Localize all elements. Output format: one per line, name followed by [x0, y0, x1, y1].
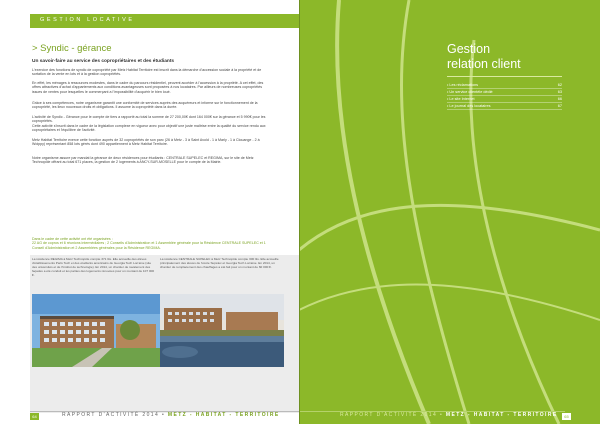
footer-right-brand: METZ - HABITAT - TERRITOIRE: [445, 412, 558, 418]
paragraph-7: Notre organisme assure par mandat la gérance de deux résidences pour étudiants : CENTRALE SUPELEC et REGIMA, sur le site de Metz Technopôle offrant au total 671 places, la gestion de 2 logements à ANCY-SUR-MOSELLE pour le compte de la Mairie.: [32, 156, 254, 165]
toc-item[interactable]: [447, 89, 562, 96]
toc-label: • Un service clientèle dédié: [447, 90, 493, 94]
page-number-left: 64: [30, 413, 39, 420]
caption-regima: La résidence REGIMA à Metz Technopôle compte 371 lits. Elle accueille des élèves d'établissements Paris Tech et des étudiants américains de Georgia Tech Lorraine (site des universités et de l'Institut de technologie). En 2014, un chantier de ravalement des façades a été conduit et les parties des logements rénovées pour un montant de 107 000 €.: [32, 257, 155, 277]
right-title-rule: [447, 76, 562, 77]
table-of-contents: [447, 82, 562, 110]
paragraph-5: Cette activité s'inscrit dans le cadre de la législation complexe en vigueur avec pour objectif une juste maîtrise entre la qualité du service rendu aux copropriétaires et l'équilibre de l'activité.: [32, 124, 266, 133]
toc-label: • Le site Internet: [447, 97, 475, 101]
right-title-line2: relation client: [447, 57, 521, 71]
paragraph-3: Grâce à ses compétences, notre organisme garantit une conformité de services auprès des acquéreurs et informe sur le fonctionnement de la copropriété, les lieux nouveaux droits et obligations. Il assume la copropriété dans la durée.: [32, 101, 258, 110]
toc-item[interactable]: [447, 82, 562, 89]
toc-item[interactable]: [447, 103, 562, 110]
toc-label: • Les réclamations: [447, 83, 479, 87]
header-label: GESTION LOCATIVE: [40, 17, 135, 23]
activity-quote: Dans le cadre de cette activité ont été organisées : 22 AG de copros et 6 réunions intermédiaires ; 2 Conseils d'Administration et 1 Assemblée générale pour la Résidence CENTRALE SUPELEC et 1 Conseil d'Administration et 2 Assemblées générales pour la Résidence REGIMA.: [32, 237, 266, 250]
toc-item[interactable]: [447, 96, 562, 103]
page-number-right: 65: [562, 413, 571, 420]
toc-label: • Le journal des locataires: [447, 104, 491, 108]
footer-left-text: [62, 412, 280, 418]
footer-left-brand: METZ - HABITAT - TERRITOIRE: [167, 412, 280, 418]
toc-page: 62: [557, 83, 562, 87]
photo-supelec-image: [160, 294, 284, 367]
footer-left-prefix: RAPPORT D'ACTIVITÉ 2014 •: [62, 412, 168, 418]
section-subtitle: Un savoir-faire au service des copropriétaires et des étudiants: [32, 59, 175, 64]
footer-right-prefix: RAPPORT D'ACTIVITÉ 2014 •: [340, 412, 446, 418]
caption-supelec: La résidence CENTRALE SUPELEC à Metz Technopôle compte 300 lits. Elle accueille principalement des élèves de l'école Supélec et Georgia Tech Lorraine. En 2014, un chantier de remplacement des chauffages a été fait pour un montant de 60 000 €.: [160, 257, 279, 269]
photo-supelec: [160, 294, 284, 367]
paragraph-6: Metz Habitat Territoire exerce cette fonction auprès de 32 copropriétés de son parc (26 à Metz - 3 à Saint Avold - 1 à Marly - 1 à Clouange - 2 à Woippy) représentant 858 lots gérés dont 490 appartiennent à Metz Habitat Territoire.: [32, 138, 260, 147]
toc-page: 66: [557, 97, 562, 101]
section-title: > Syndic - gérance: [32, 43, 112, 54]
photo-regima: [32, 294, 160, 367]
toc-page: 63: [557, 90, 562, 94]
paragraph-2: En effet, les ménages à ressources modestes, dans le cadre du parcours résidentiel, peuvent accéder à l'accession à la propriété. A cet effet, des offres attractives d'achat d'appartements aux conditions avantageuses sont proposées à nos locataires. Par ailleurs de nombreuses copropriétés issues de ventes pour lesquelles le commerçant a l'impossibilité d'acquérir le bien loué.: [32, 81, 264, 94]
right-title: [447, 42, 521, 72]
paragraph-1: L'exercice des fonctions de syndic de copropriété par Metz Habitat Territoire est inscrit dans la démarche d'accession sociale à la propriété et de sortation de la vente en lots et à la gestion copropriétés.: [32, 68, 262, 77]
photo-regima-image: [32, 294, 160, 367]
right-title-line1: Gestion: [447, 42, 491, 56]
footer-right-text: [340, 412, 558, 418]
toc-page: 67: [557, 104, 562, 108]
paragraph-4: L'activité de Syndic - Gérance pour le compte de tiers a rapporté au total la somme de 27 200,00€ dont 164 000€ sur la gérance et 5 990€ pour les copropriétés.: [32, 115, 266, 124]
page-gutter: [299, 0, 300, 424]
